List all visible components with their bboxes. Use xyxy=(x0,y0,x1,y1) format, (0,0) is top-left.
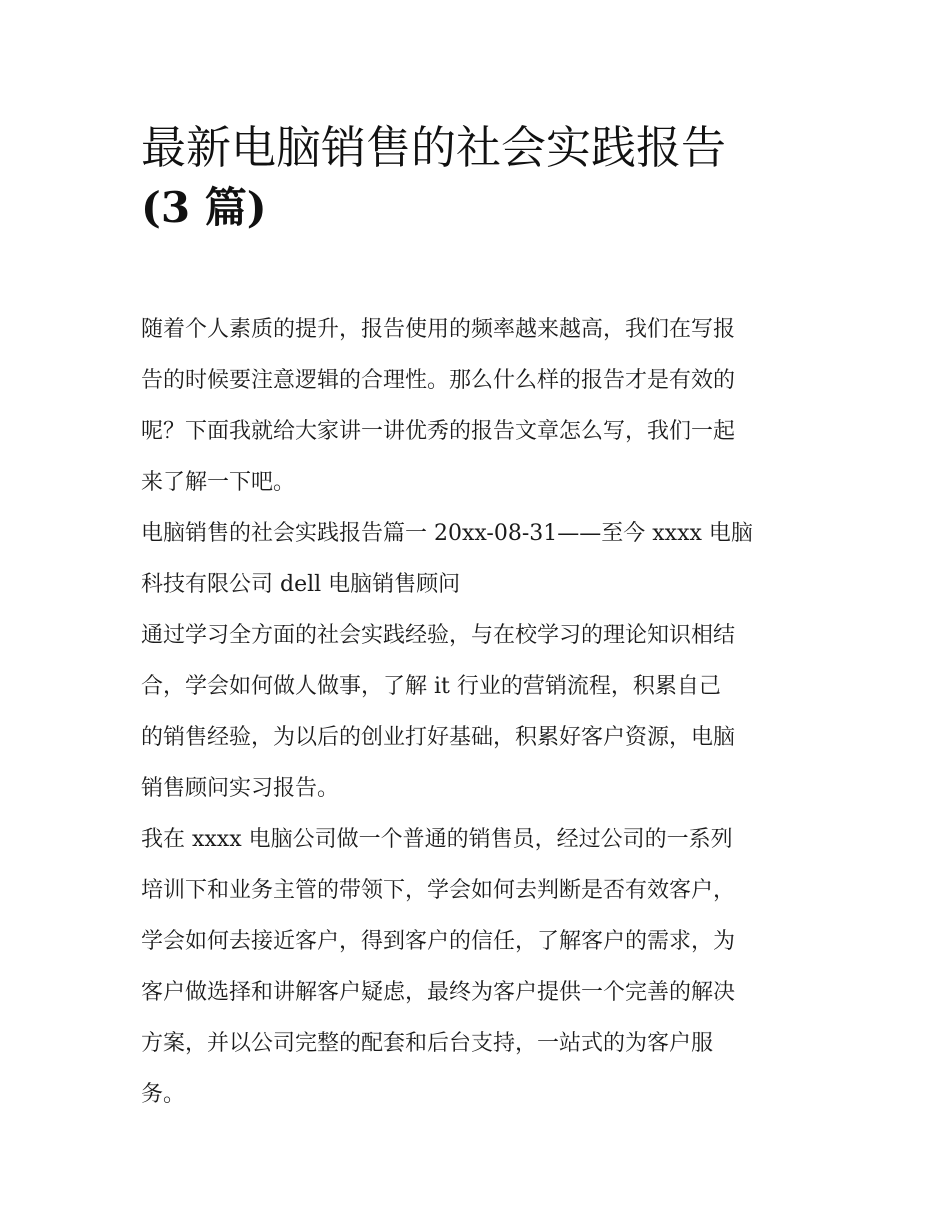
paragraph-experience xyxy=(141,814,813,1120)
text-line: 我在 xxxx 电脑公司做一个普通的销售员，经过公司的一系列 xyxy=(141,827,733,852)
paragraph-intro xyxy=(141,304,813,508)
text-line: 合，学会如何做人做事，了解 it 行业的营销流程，积累自己 xyxy=(141,674,721,699)
text-line: 的销售经验，为以后的创业打好基础，积累好客户资源，电脑 xyxy=(141,725,736,750)
text-line: 电脑销售的社会实践报告篇一 20xx-08-31——至今 xxxx 电脑 xyxy=(141,521,753,546)
text-line: 来了解一下吧。 xyxy=(141,470,296,495)
text-line: 方案，并以公司完整的配套和后台支持，一站式的为客户服 xyxy=(141,1031,714,1056)
text-line: 通过学习全方面的社会实践经验，与在校学习的理论知识相结 xyxy=(141,623,736,648)
text-line: 科技有限公司 dell 电脑销售顾问 xyxy=(141,572,461,597)
paragraph-purpose xyxy=(141,610,813,814)
document-content xyxy=(141,118,813,1120)
document-body xyxy=(141,304,813,1120)
text-line: 客户做选择和讲解客户疑虑，最终为客户提供一个完善的解决 xyxy=(141,980,736,1005)
text-line: 务。 xyxy=(141,1082,186,1107)
text-line: 销售顾问实习报告。 xyxy=(141,776,340,801)
text-line: 培训下和业务主管的带领下，学会如何去判断是否有效客户， xyxy=(141,878,736,903)
document-title xyxy=(141,118,813,278)
title-line: (3 篇) xyxy=(141,183,267,232)
text-line: 呢？下面我就给大家讲一讲优秀的报告文章怎么写，我们一起 xyxy=(141,419,736,444)
text-line: 学会如何去接近客户，得到客户的信任，了解客户的需求，为 xyxy=(141,929,736,954)
text-line: 告的时候要注意逻辑的合理性。那么什么样的报告才是有效的 xyxy=(141,368,736,393)
text-line: 随着个人素质的提升，报告使用的频率越来越高，我们在写报 xyxy=(141,317,736,342)
title-line: 最新电脑销售的社会实践报告 xyxy=(141,121,727,174)
paragraph-section-heading xyxy=(141,508,813,610)
